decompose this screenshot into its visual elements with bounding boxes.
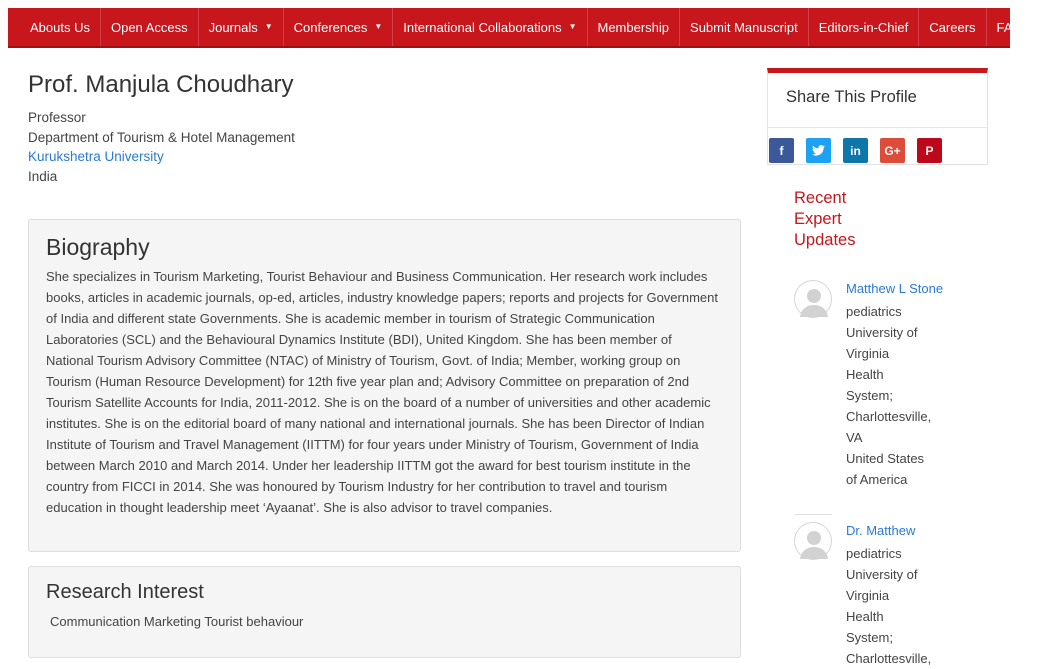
profile-department: Department of Tourism & Hotel Management <box>28 129 295 145</box>
expert-detail-line: United States <box>846 451 925 466</box>
twitter-icon <box>812 145 825 156</box>
nav-conferences[interactable] <box>284 8 394 46</box>
nav-conferences-label: Conferences <box>293 19 368 35</box>
expert-detail-line: Health <box>846 609 884 624</box>
nav-membership[interactable] <box>588 8 681 46</box>
expert-detail-line: System; <box>846 630 893 645</box>
twitter-share-button[interactable] <box>806 138 831 163</box>
profile-country: India <box>28 168 58 184</box>
expert-detail-line: pediatrics <box>846 304 902 319</box>
pinterest-icon: P <box>925 143 934 158</box>
profile-name: Prof. Manjula Choudhary <box>28 71 294 98</box>
nav-international-collaborations-label: International Collaborations <box>403 19 562 35</box>
caret-down-icon: ▼ <box>264 21 273 31</box>
google-plus-share-button[interactable] <box>880 138 905 163</box>
nav-editors-in-chief[interactable] <box>809 8 920 46</box>
biography-text: She specializes in Tourism Marketing, Tourist Behaviour and Business Communication. Her research work includes books, articles in academic journals, op-ed, articles, industry knowledge papers; reports and projects for Government of India and different state Governments. She is academic member in tourism of Strategic Communication Laboratories (SCL) and the Behavioural Dynamics Institute (BDI), United Kingdom. She has been member of National Tourism Advisory Committee (NTAC) of Ministry of Tourism, Govt. of India; Member, working group on Tourism (Human Resource Development) for 12th five year plan and; Advisory Committee on preparation of 2nd Tourism Satellite Accounts for India, 2011-2012. She is on the board of a number of universities and other academic institutes. She is on the editorial board of many national and international journals. She has been Director of Indian Institute of Tourism and Travel Management (IITTM) for four years under Ministry of Tourism, Government of India between March 2010 and March 2014. Under her leadership IITTM got the award for best tourism institute in the country from FICCI in 2014. She was honoured by Tourism Industry for her contribution to travel and tourism education in thought leadership meet ‘Ayaanat’. She is also advisor to travel companies. <box>46 269 718 515</box>
expert-detail-line: System; <box>846 388 893 403</box>
expert-detail-line: pediatrics <box>846 546 902 561</box>
nav-submit-manuscript[interactable] <box>680 8 809 46</box>
nav-editors-in-chief-label: Editors-in-Chief <box>818 19 909 35</box>
expert-detail-line: Virginia <box>846 346 890 361</box>
user-placeholder-icon <box>795 523 833 561</box>
google-plus-icon: G+ <box>884 143 901 158</box>
expert-name-link[interactable]: Matthew L Stone <box>846 281 944 296</box>
share-profile-heading: Share This Profile <box>768 73 987 128</box>
expert-detail-line: VA <box>846 430 863 445</box>
nav-careers-label: Careers <box>929 19 976 35</box>
profile-header <box>28 70 728 186</box>
research-interest-panel <box>28 566 741 658</box>
pinterest-share-button[interactable] <box>917 138 942 163</box>
expert-detail-line: University of <box>846 567 918 582</box>
expert-detail-line: University of <box>846 325 918 340</box>
expert-detail-line: Virginia <box>846 588 890 603</box>
nav-submit-manuscript-label: Submit Manuscript <box>690 19 798 35</box>
nav-faqs-label: FAQs <box>996 19 1030 35</box>
linkedin-share-button[interactable] <box>843 138 868 163</box>
expert-detail-line: Charlottesville, <box>846 409 932 424</box>
nav-journals-label: Journals <box>208 19 258 35</box>
recent-expert-updates-heading: Recent Expert Updates <box>794 189 856 249</box>
expert-divider <box>794 514 832 515</box>
nav-faqs[interactable] <box>987 8 1039 46</box>
nav-membership-label: Membership <box>597 19 670 35</box>
research-interest-heading: Research Interest <box>46 581 204 603</box>
expert-details <box>846 280 946 490</box>
social-share-buttons <box>768 128 987 163</box>
nav-open-access-label: Open Access <box>110 19 188 35</box>
expert-detail-line: Health <box>846 367 884 382</box>
avatar[interactable] <box>794 280 832 318</box>
facebook-icon: f <box>779 143 784 158</box>
share-profile-box <box>767 68 988 165</box>
expert-detail-line: Charlottesville, <box>846 651 932 666</box>
profile-university-link[interactable]: Kurukshetra University <box>28 149 164 164</box>
profile-title: Professor <box>28 110 86 125</box>
research-interest-text: Communication Marketing Tourist behaviour <box>50 614 304 629</box>
biography-panel <box>28 219 741 552</box>
caret-down-icon: ▼ <box>568 21 577 31</box>
nav-about-us[interactable] <box>8 8 101 46</box>
avatar[interactable] <box>794 522 832 560</box>
biography-heading: Biography <box>46 234 150 260</box>
linkedin-icon: in <box>850 143 861 158</box>
main-navbar <box>8 8 1030 48</box>
nav-careers[interactable] <box>919 8 986 46</box>
expert-details <box>846 522 946 669</box>
nav-international-collaborations[interactable] <box>393 8 587 46</box>
nav-about-us-label: Abouts Us <box>30 19 90 35</box>
facebook-share-button[interactable] <box>769 138 794 163</box>
expert-name-link[interactable]: Dr. Matthew <box>846 523 916 538</box>
nav-journals[interactable] <box>199 8 284 46</box>
nav-open-access[interactable] <box>101 8 199 46</box>
expert-detail-line: of America <box>846 472 908 487</box>
user-placeholder-icon <box>795 281 833 319</box>
caret-down-icon: ▼ <box>374 21 383 31</box>
